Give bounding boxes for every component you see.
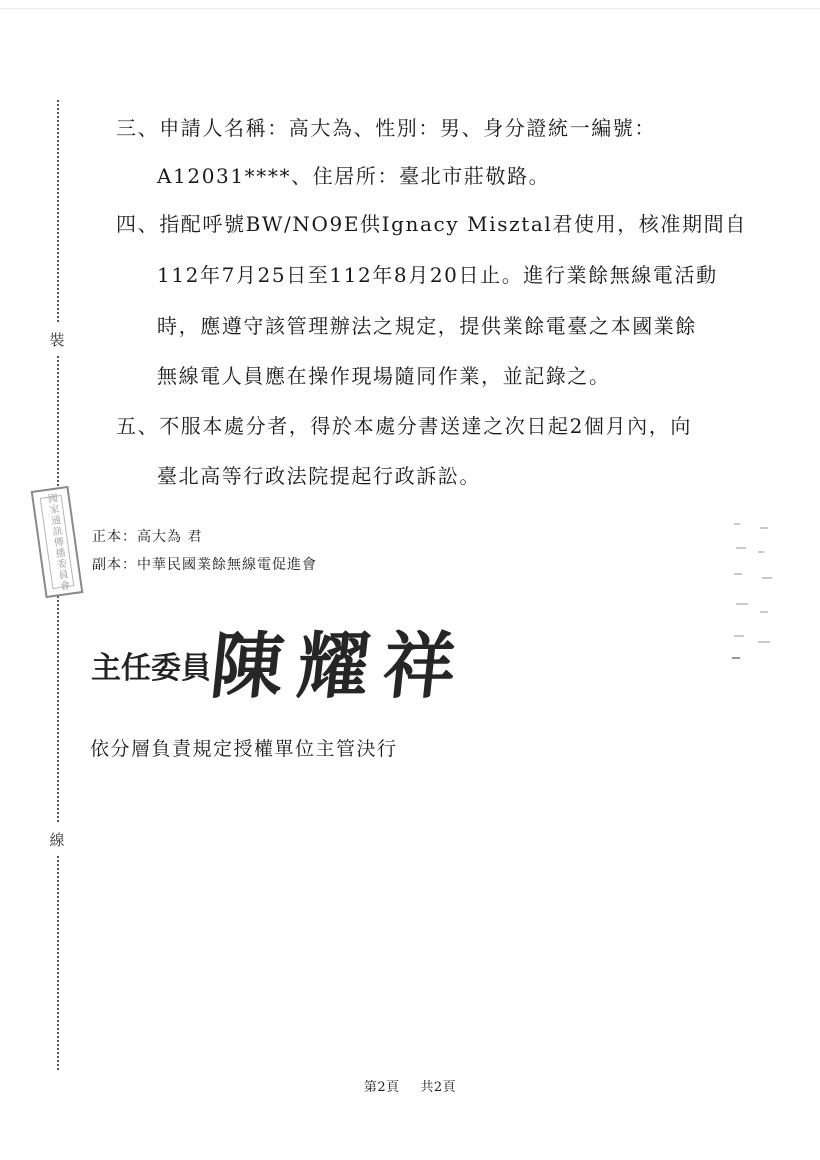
item-three-line-2: A12031****、住居所：臺北市莊敬路。	[157, 164, 551, 188]
seal-stamp-inner-border	[40, 495, 75, 589]
page-total: 共2頁	[420, 1080, 457, 1095]
item-four-line-1: 四、指配呼號BW/NO9E供Ignacy Misztal君使用，核准期間自	[116, 212, 747, 236]
binding-label-bottom: 線	[46, 823, 68, 856]
item-five-line-1: 五、不服本處分者，得於本處分書送達之次日起2個月內，向	[116, 414, 692, 438]
binding-label-top: 裝	[46, 323, 68, 356]
page-number: 第2頁	[363, 1080, 400, 1095]
signatory-title: 主任委員	[91, 651, 211, 686]
signatory-name-signature: 陳耀祥	[206, 624, 474, 708]
top-edge-rule	[0, 8, 820, 9]
seal-stamp	[31, 486, 84, 598]
scan-artifact-marks	[730, 515, 780, 665]
item-four-line-2: 112年7月25日至112年8月20日止。進行業餘無線電活動	[157, 263, 718, 287]
authority-statement: 依分層負責規定授權單位主管決行	[90, 738, 398, 760]
copy-duplicate-recipient: 副本：中華民國業餘無線電促進會	[92, 557, 317, 573]
item-four-line-3: 時，應遵守該管理辦法之規定，提供業餘電臺之本國業餘	[157, 314, 697, 338]
copy-original-recipient: 正本：高大為 君	[92, 529, 203, 545]
item-five-line-2: 臺北高等行政法院提起行政訴訟。	[157, 464, 481, 488]
item-four-line-4: 無線電人員應在操作現場隨同作業，並記錄之。	[157, 364, 611, 388]
seal-stamp-text: 國家通訊傳播委員會	[44, 492, 70, 592]
page-footer	[0, 1076, 820, 1095]
item-three-line-1: 三、申請人名稱：高大為、性別：男、身分證統一編號：	[116, 116, 656, 140]
